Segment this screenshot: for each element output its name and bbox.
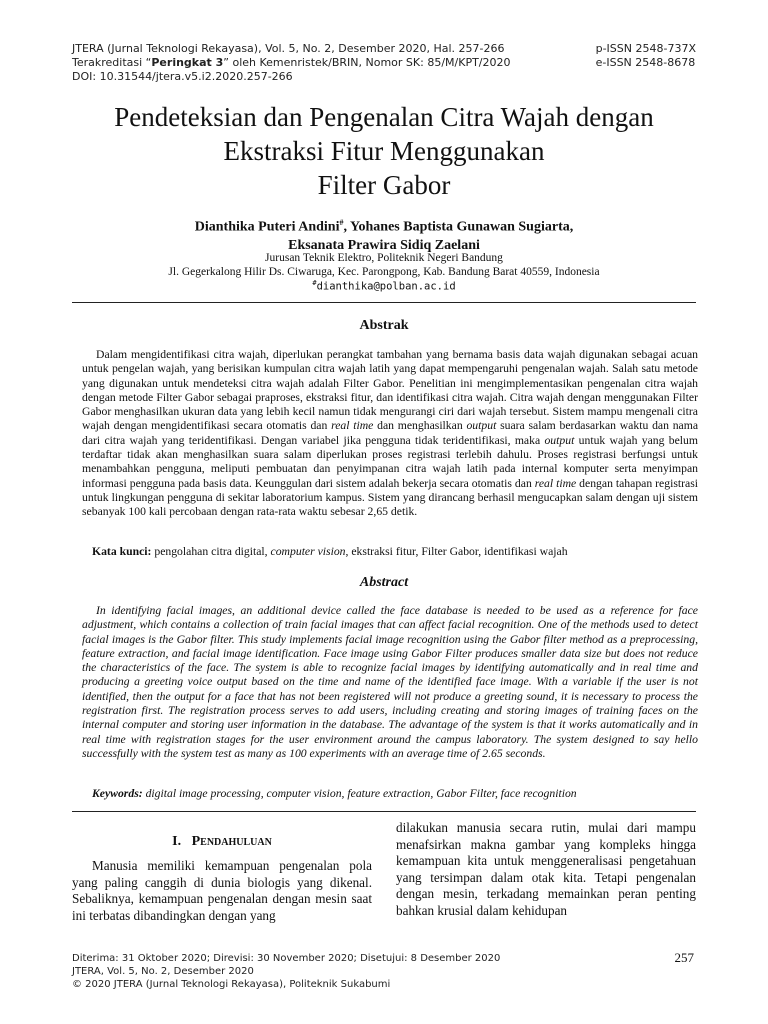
section-heading: I. Pendahuluan [172,834,272,849]
author-email[interactable]: #dianthika@polban.ac.id [312,279,456,293]
journal-header [72,42,592,84]
footer [72,952,572,991]
abstract-body: In identifying facial images, an additional device called the face database is needed to be used as a reference for face adjustment, which contains a collection of train facial images that can affect facial recognition. One of the methods used to detect facial images is the Gabor filter. This study implements facial image recognition using the Gabor filter method as a preprocessing, feature extraction, and facial image identification. Face image using Gabor Filter produces smaller data size but does not reduce the characteristics of the face. The system is able to recognize facial images by identifying automatically and in real time and producing a greeting voice output based on the time and name of the identified face image. With a variable if the user is not identified, then the output for a face that has not been registered will not produce a greeting sound, it is necessary to process the registration first. The registration process serves to add users, including creating and storing images of training faces on the internal computer and storing user information in the database. The advantage of the system is that it works automatically and in real time with registration stages for the user environment around the campus laboratory. The system designed to say hello successfully with the system test as many as 100 experiments with an average time of 2.65 seconds. [82,604,698,760]
e-issn: e-ISSN 2548-8678 [595,56,696,69]
affiliation [72,251,696,279]
journal-citation: JTERA (Jurnal Teknologi Rekayasa), Vol. 5, No. 2, Desember 2020, Hal. 257-266 [72,42,505,55]
doi[interactable]: DOI: 10.31544/jtera.v5.i2.2020.257-266 [72,70,293,83]
paper-title: Pendeteksian dan Pengenalan Citra Wajah dengan Ekstraksi Fitur Menggunakan Filter Gabor [114,102,654,200]
accreditation-line: Terakreditasi “Peringkat 3” oleh Kemenristek/BRIN, Nomor SK: 85/M/KPT/2020 [72,56,511,69]
issn-block [596,42,696,70]
corresponding-mark: # [339,218,344,227]
abstrak-heading: Abstrak [359,318,409,333]
footer-journal: JTERA, Vol. 5, No. 2, Desember 2020 [72,966,254,977]
section-body-right: dilakukan manusia secara rutin, mulai dari mampu menafsirkan makna gambar yang kompleks hingga kemampuan kita untuk menggeneralisasi pengetahuan yang tersimpan dalam otak kita. Tetapi pengenalan dengan mesin, terkadang memainkan peran penting bahkan krusial dalam kehidupan [396,820,696,918]
copyright: © 2020 JTERA (Jurnal Teknologi Rekayasa), Politeknik Sukabumi [72,979,391,990]
p-issn: p-ISSN 2548-737X [595,42,696,55]
divider [72,302,696,303]
kata-kunci: Kata kunci: pengolahan citra digital, computer vision, ekstraksi fitur, Filter Gabor, identifikasi wajah [92,545,568,558]
accreditation-rank: Peringkat 3 [151,56,224,69]
divider [72,811,696,812]
submission-dates: Diterima: 31 Oktober 2020; Direvisi: 30 November 2020; Disetujui: 8 Desember 2020 [72,953,501,964]
address: Jl. Gegerkalong Hilir Ds. Ciwaruga, Kec. Parongpong, Kab. Bandung Barat 40559, Indonesia [168,266,600,278]
section-body-left: Manusia memiliki kemampuan pengenalan pola yang paling canggih di dunia biologis yang dikenal. Sebaliknya, kemampuan pengenalan dengan mesin saat ini terbatas dibandingkan dengan yang [72,858,372,923]
author-list: Dianthika Puteri Andini#, Yohanes Baptista Gunawan Sugiarta, Eksanata Prawira Sidiq Zaelani [194,218,574,253]
keywords: Keywords: digital image processing, computer vision, feature extraction, Gabor Filter, face recognition [92,787,577,800]
department: Jurusan Teknik Elektro, Politeknik Negeri Bandung [265,252,503,264]
abstrak-body: Dalam mengidentifikasi citra wajah, diperlukan perangkat tambahan yang bernama basis data wajah digunakan sebagai acuan untuk pengelan wajah, yang berisikan kumpulan citra wajah latih yang dapat mempengaruhi pengenalan wajah. Salah satu metode yang digunakan untuk mendeteksi citra wajah adalah Filter Gabor. Penelitian ini mengimplementasikan pengenalan citra wajah dengan metode Filter Gabor sebagai praproses, ekstraksi fitur, dan identifikasi citra wajah. Citra wajah dengan menggunakan Filter Gabor menghasilkan ukuran data yang lebih kecil namun tidak mengurangi ciri dari wajah tersebut. Sistem mampu mengenali citra wajah dengan mengidentifikasi secara otomatis dan real time dan menghasilkan output suara salam berdasarkan waktu dan nama dari citra wajah yang teridentifikasi. Dengan variabel jika pengguna tidak teridentifikasi, maka output untuk wajah yang belum terdaftar tidak akan menghasilkan suara salam diperlukan proses registrasi terlebih dahulu. Proses registrasi berfungsi untuk menambahkan pengguna, meliputi pembuatan dan penyimpanan citra wajah latih pada internal komputer serta menyimpan informasi pengguna pada basis data. Keunggulan dari sistem adalah bekerja secara otomatis dan real time dengan tahapan registrasi untuk lingkungan pengguna di sekitar laboratorium kampus. Sistem yang dirancang berhasil mengucapkan salam dengan uji sistem sebanyak 100 kali percobaan dengan rata-rata waktu sebesar 2,65 detik. [82,348,699,519]
page-number: 257 [674,950,694,965]
abstract-heading: Abstract [359,575,409,590]
